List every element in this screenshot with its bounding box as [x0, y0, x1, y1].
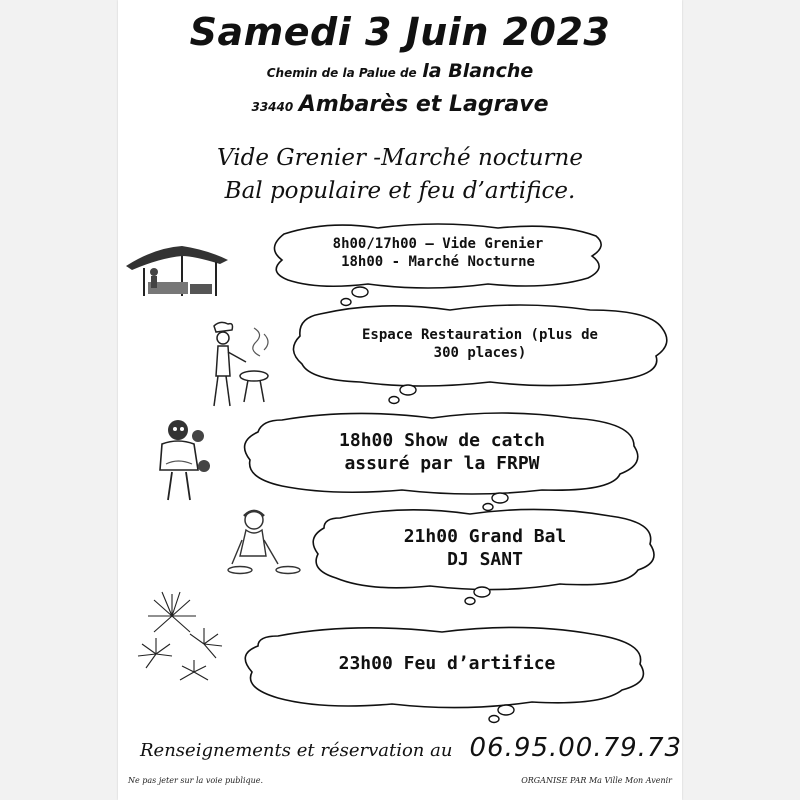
address-street-place: la Blanche [422, 60, 534, 82]
address-city [118, 92, 682, 117]
event-4-line-1: 21h00 Grand Bal [403, 525, 567, 547]
info-line [140, 733, 682, 763]
chef-barbecue-icon [206, 320, 278, 412]
dj-icon [226, 506, 306, 578]
info-label: Renseignements et réservation au [140, 740, 453, 761]
event-date-title: Samedi 3 Juin 2023 [189, 10, 611, 54]
wrestler-icon [152, 414, 218, 502]
event-cloud-4-text [310, 508, 660, 588]
event-cloud-3 [242, 412, 642, 510]
event-cloud-2 [290, 304, 670, 404]
subtitle-line-2: Bal populaire et feu d’artifice. [224, 178, 576, 204]
event-4-line-2: DJ SANT [447, 549, 523, 570]
event-cloud-2-text [290, 304, 670, 384]
address-street [118, 60, 682, 82]
event-2-line-2: 300 places) [433, 345, 527, 361]
event-poster [118, 0, 682, 800]
subtitle-line-1: Vide Grenier -Marché nocturne [217, 145, 583, 171]
event-cloud-5-text [242, 624, 652, 704]
event-cloud-4 [310, 508, 660, 604]
phone-number[interactable]: 06.95.00.79.73 [469, 733, 683, 763]
event-cloud-1-text [268, 222, 608, 284]
notice-left: Ne pas jeter sur la voie publique. [128, 776, 264, 785]
notice-right: ORGANISE PAR Ma Ville Mon Avenir [521, 776, 672, 785]
event-5-line-1: 23h00 Feu d’artifice [338, 653, 556, 675]
event-1-line-2: 18h00 - Marché Nocturne [341, 254, 535, 270]
event-cloud-1 [268, 222, 608, 308]
event-cloud-3-text [242, 412, 642, 492]
fireworks-icon [132, 588, 232, 688]
address-city-name: Ambarès et Lagrave [298, 92, 549, 117]
event-2-line-1: Espace Restauration (plus de [361, 326, 598, 343]
address-postcode: 33440 [251, 100, 294, 114]
event-3-line-2: assuré par la FRPW [344, 453, 540, 474]
address-street-prefix: Chemin de la Palue de [266, 66, 417, 80]
event-1-line-1: 8h00/17h00 – Vide Grenier [332, 235, 544, 252]
event-cloud-5 [242, 624, 652, 724]
market-stall-icon [124, 238, 234, 300]
event-3-line-1: 18h00 Show de catch [339, 429, 545, 451]
